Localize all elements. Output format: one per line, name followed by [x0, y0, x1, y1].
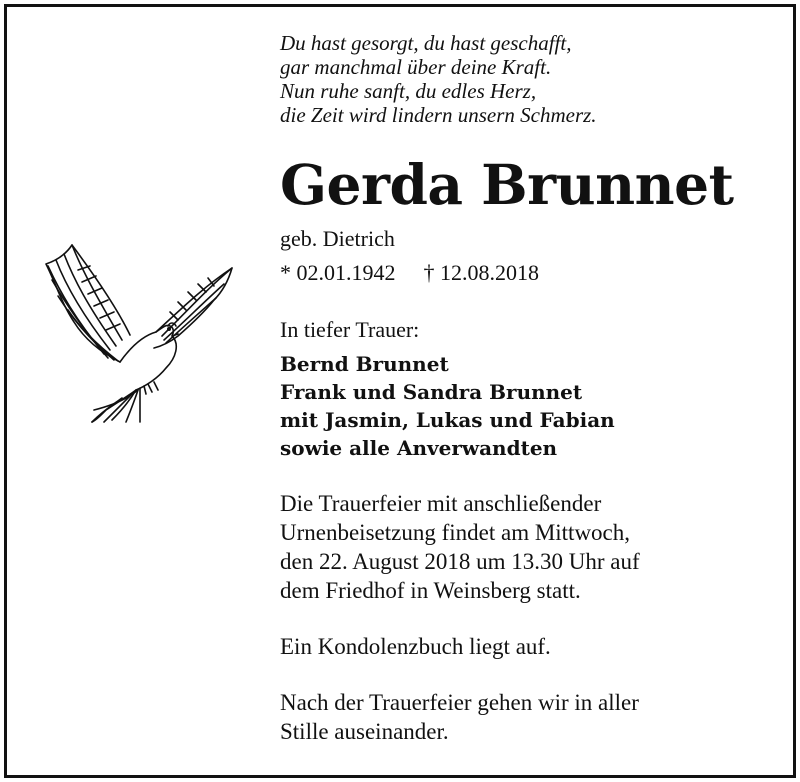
- guestbook-line: Ein Kondolenzbuch liegt auf.: [280, 634, 551, 659]
- verse-line: Du hast gesorgt, du hast geschafft,: [280, 31, 572, 55]
- mourner-line: Frank und Sandra Brunnet: [280, 380, 583, 404]
- closing-notice: [280, 688, 639, 746]
- dove-icon: [38, 240, 238, 425]
- ceremony-line: Die Trauerfeier mit anschließender: [280, 491, 602, 516]
- deceased-name: Gerda Brunnet: [280, 152, 734, 217]
- birth-date: * 02.01.1942: [280, 260, 396, 285]
- guestbook-notice: [280, 632, 551, 661]
- ceremony-line: Urnenbeisetzung findet am Mittwoch,: [280, 520, 631, 545]
- verse-line: gar manchmal über deine Kraft.: [280, 55, 552, 79]
- ceremony-notice: [280, 489, 640, 605]
- closing-line: Nach der Trauerfeier gehen wir in aller: [280, 690, 639, 715]
- mourner-line: mit Jasmin, Lukas und Fabian: [280, 408, 615, 432]
- death-date: † 12.08.2018: [423, 260, 539, 285]
- mourning-intro: In tiefer Trauer:: [280, 317, 420, 342]
- closing-line: Stille auseinander.: [280, 719, 449, 744]
- mourner-line: sowie alle Anverwandten: [280, 436, 558, 460]
- birth-name: geb. Dietrich: [280, 226, 395, 251]
- mourners-list: [280, 350, 615, 462]
- verse-line: die Zeit wird lindern unsern Schmerz.: [280, 103, 597, 127]
- verse-line: Nun ruhe sanft, du edles Herz,: [280, 79, 537, 103]
- life-dates: [280, 260, 539, 286]
- ceremony-line: dem Friedhof in Weinsberg statt.: [280, 578, 581, 603]
- ceremony-line: den 22. August 2018 um 13.30 Uhr auf: [280, 549, 640, 574]
- mourner-line: Bernd Brunnet: [280, 352, 449, 376]
- memorial-verse: [280, 31, 597, 127]
